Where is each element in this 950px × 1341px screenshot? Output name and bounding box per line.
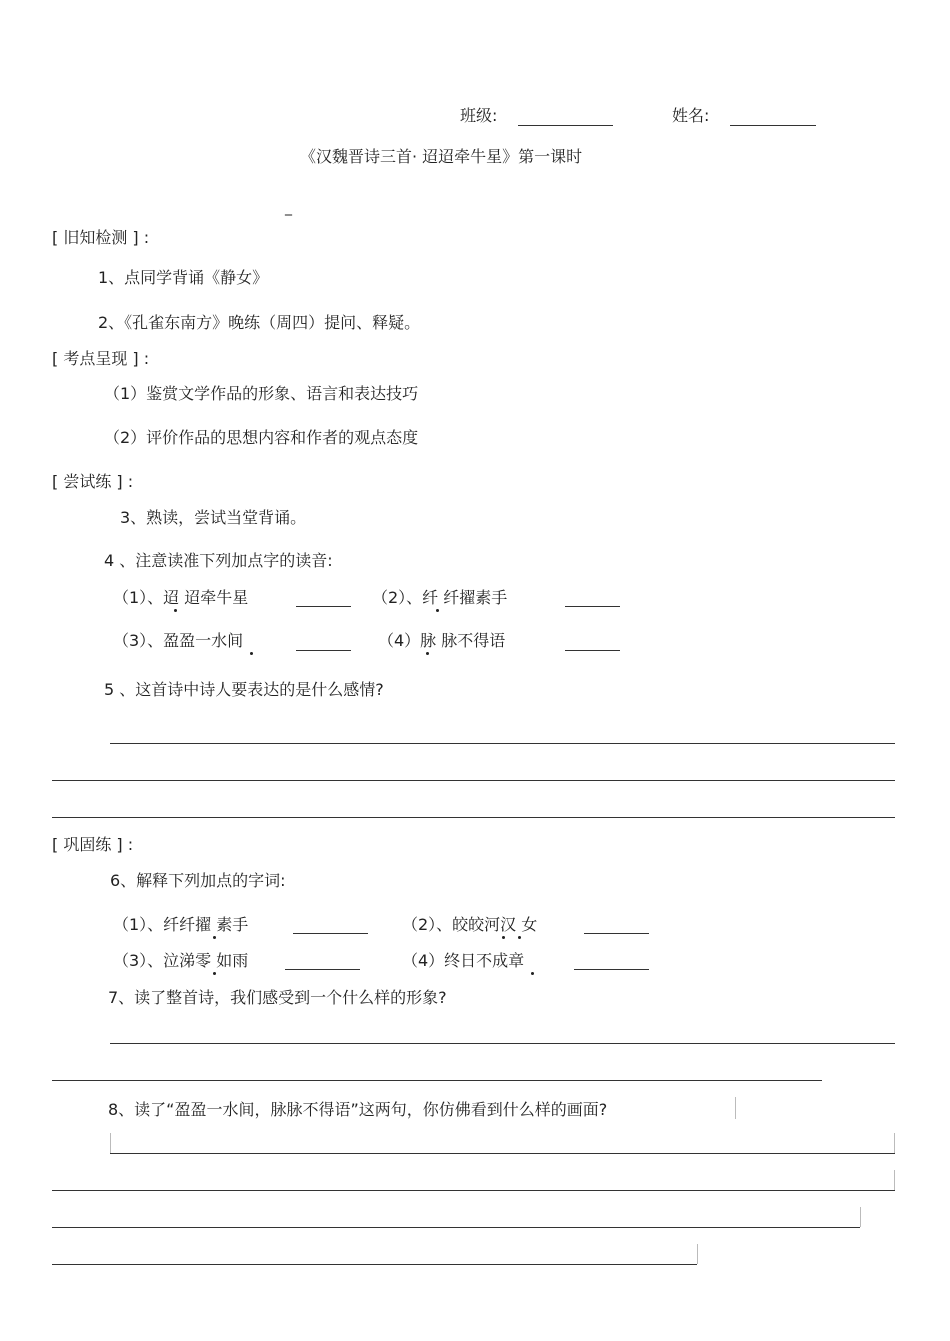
question-6-item-3: （3）、泣涕零 如雨 <box>113 951 249 970</box>
section-exam-points: [ 考点呈现 ] : <box>52 349 150 368</box>
emphasis-dot <box>518 936 521 939</box>
name-label: 姓名: <box>672 106 710 125</box>
class-field[interactable] <box>518 125 613 126</box>
answer-line-8-2[interactable] <box>52 1190 895 1191</box>
class-label: 班级: <box>460 106 498 125</box>
answer-blank-6-2[interactable] <box>584 933 649 934</box>
section-try-practice: [ 尝试练 ] : <box>52 472 134 491</box>
emphasis-dot <box>502 936 505 939</box>
emphasis-dot <box>426 652 429 655</box>
margin-mark <box>697 1244 698 1264</box>
question-4-item-3: （3）、盈盈一水间 <box>113 631 244 650</box>
margin-mark <box>735 1097 736 1119</box>
section-review: [ 旧知检测 ] : <box>52 228 150 247</box>
exam-item-1: （1）鉴赏文学作品的形象、语言和表达技巧 <box>104 384 419 403</box>
question-3: 3、熟读，尝试当堂背诵。 <box>120 508 307 527</box>
emphasis-dot <box>213 972 216 975</box>
question-5: 5 、这首诗中诗人要表达的是什么感情? <box>104 680 384 699</box>
emphasis-dot <box>250 652 253 655</box>
question-6-item-2: （2）、皎皎河汉 女 <box>402 915 538 934</box>
question-8: 8、读了“盈盈一水间，脉脉不得语”这两句，你仿佛看到什么样的画面? <box>108 1100 608 1119</box>
margin-mark <box>110 1133 111 1153</box>
stray-dash: _ <box>285 200 292 216</box>
question-6-item-4: （4）终日不成章 <box>402 951 525 970</box>
question-4-item-1: （1）、迢 迢牵牛星 <box>113 588 249 607</box>
page-title: 《汉魏晋诗三首· 迢迢牵牛星》第一课时 <box>300 147 583 166</box>
answer-line-5-2[interactable] <box>52 780 895 781</box>
answer-line-5-3[interactable] <box>52 817 895 818</box>
review-item-1: 1、点同学背诵《静女》 <box>98 268 269 287</box>
answer-blank-4-1[interactable] <box>296 606 351 607</box>
answer-line-7-1[interactable] <box>110 1043 895 1044</box>
name-field[interactable] <box>730 125 816 126</box>
answer-line-8-1[interactable] <box>110 1153 895 1154</box>
answer-line-7-2[interactable] <box>52 1080 822 1081</box>
margin-mark <box>894 1133 895 1153</box>
emphasis-dot <box>531 972 534 975</box>
answer-blank-6-3[interactable] <box>285 969 360 970</box>
question-6-prompt: 6、解释下列加点的字词: <box>110 871 286 890</box>
answer-blank-6-4[interactable] <box>574 969 649 970</box>
emphasis-dot <box>213 936 216 939</box>
question-6-item-1: （1）、纤纤擢 素手 <box>113 915 249 934</box>
question-4-item-2: （2）、纤 纤擢素手 <box>372 588 508 607</box>
answer-blank-4-4[interactable] <box>565 650 620 651</box>
section-consolidate: [ 巩固练 ] : <box>52 835 134 854</box>
question-4-item-4: （4）脉 脉不得语 <box>378 631 506 650</box>
margin-mark <box>894 1170 895 1190</box>
answer-blank-4-3[interactable] <box>296 650 351 651</box>
question-7: 7、读了整首诗，我们感受到一个什么样的形象? <box>108 988 447 1007</box>
margin-mark <box>860 1207 861 1227</box>
exam-item-2: （2）评价作品的思想内容和作者的观点态度 <box>104 428 419 447</box>
emphasis-dot <box>174 609 177 612</box>
answer-line-8-3[interactable] <box>52 1227 860 1228</box>
emphasis-dot <box>436 609 439 612</box>
answer-blank-6-1[interactable] <box>293 933 368 934</box>
answer-line-8-4[interactable] <box>52 1264 697 1265</box>
question-4-prompt: 4 、注意读准下列加点字的读音: <box>104 551 333 570</box>
answer-line-5-1[interactable] <box>110 743 895 744</box>
answer-blank-4-2[interactable] <box>565 606 620 607</box>
review-item-2: 2、《孔雀东南方》晚练（周四）提问、释疑。 <box>98 313 421 332</box>
